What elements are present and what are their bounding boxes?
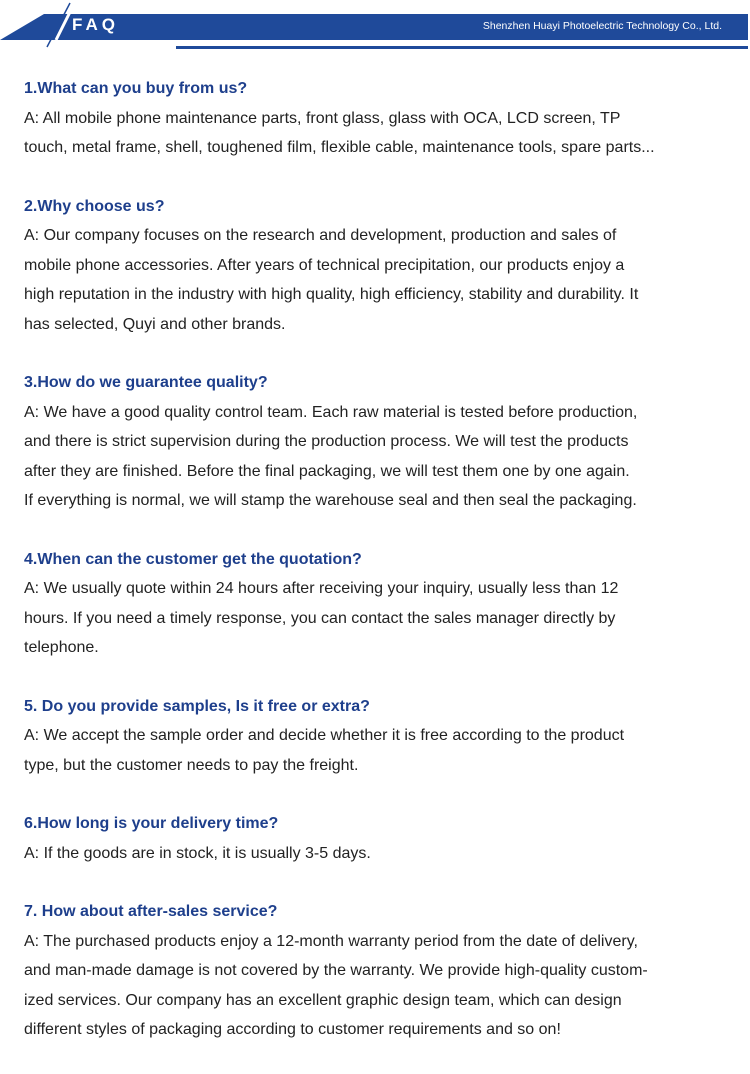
faq-answer — [24, 721, 724, 780]
faq-answer — [24, 221, 724, 339]
faq-item — [24, 545, 724, 663]
answer-line: high reputation in the industry with high quality, high efficiency, stability and durability. It — [24, 286, 639, 303]
answer-line: hours. If you need a timely response, you can contact the sales manager directly by — [24, 609, 616, 627]
company-name: Shenzhen Huayi Photoelectric Technology Co., Ltd. — [482, 20, 722, 32]
header-banner — [0, 0, 750, 52]
faq-question: 2.Why choose us? — [24, 197, 165, 215]
faq-item — [24, 192, 724, 340]
faq-answer — [24, 104, 724, 163]
answer-line: and there is strict supervision during the production process. We will test the products — [24, 433, 629, 450]
faq-question: 1.What can you buy from us? — [24, 80, 248, 97]
faq-item — [24, 897, 724, 1045]
answer-line: after they are finished. Before the final packaging, we will test them one by one again. — [24, 462, 630, 480]
faq-answer — [24, 398, 724, 516]
answer-line: A: The purchased products enjoy a 12-month warranty period from the date of delivery, — [24, 932, 638, 950]
answer-line: A: We usually quote within 24 hours after receiving your inquiry, usually less than 12 — [24, 580, 619, 597]
answer-line: and man-made damage is not covered by the warranty. We provide high-quality custom- — [24, 962, 648, 979]
faq-list — [24, 74, 724, 1074]
answer-line: telephone. — [24, 639, 99, 656]
answer-line: If everything is normal, we will stamp the warehouse seal and then seal the packaging. — [24, 492, 637, 509]
answer-line: A: All mobile phone maintenance parts, front glass, glass with OCA, LCD screen, TP — [24, 109, 621, 127]
answer-line: A: Our company focuses on the research and development, production and sales of — [24, 227, 617, 244]
answer-line: A: We have a good quality control team. Each raw material is tested before production, — [24, 403, 638, 421]
answer-line: A: We accept the sample order and decide whether it is free according to the product — [24, 727, 625, 744]
answer-line: has selected, Quyi and other brands. — [24, 315, 286, 333]
answer-line: A: If the goods are in stock, it is usually 3-5 days. — [24, 844, 371, 862]
answer-line: ized services. Our company has an excellent graphic design team, which can design — [24, 991, 622, 1009]
faq-answer — [24, 574, 724, 663]
answer-line: touch, metal frame, shell, toughened film, flexible cable, maintenance tools, spare parts... — [24, 139, 655, 156]
faq-answer — [24, 839, 724, 869]
faq-question: 5. Do you provide samples, Is it free or extra? — [24, 697, 370, 715]
header-underline — [176, 46, 748, 49]
faq-item — [24, 692, 724, 781]
faq-item — [24, 368, 724, 516]
answer-line: mobile phone accessories. After years of technical precipitation, our products enjoy a — [24, 256, 625, 274]
faq-question: 7. How about after-sales service? — [24, 903, 278, 920]
faq-item — [24, 74, 724, 163]
faq-answer — [24, 927, 724, 1045]
answer-line: different styles of packaging according to customer requirements and so on! — [24, 1021, 561, 1038]
faq-question: 3.How do we guarantee quality? — [24, 374, 268, 391]
answer-line: type, but the customer needs to pay the freight. — [24, 756, 359, 774]
faq-item — [24, 809, 724, 868]
faq-question: 4.When can the customer get the quotation? — [24, 550, 362, 568]
faq-question: 6.How long is your delivery time? — [24, 815, 279, 832]
page-title: FAQ — [72, 15, 119, 34]
